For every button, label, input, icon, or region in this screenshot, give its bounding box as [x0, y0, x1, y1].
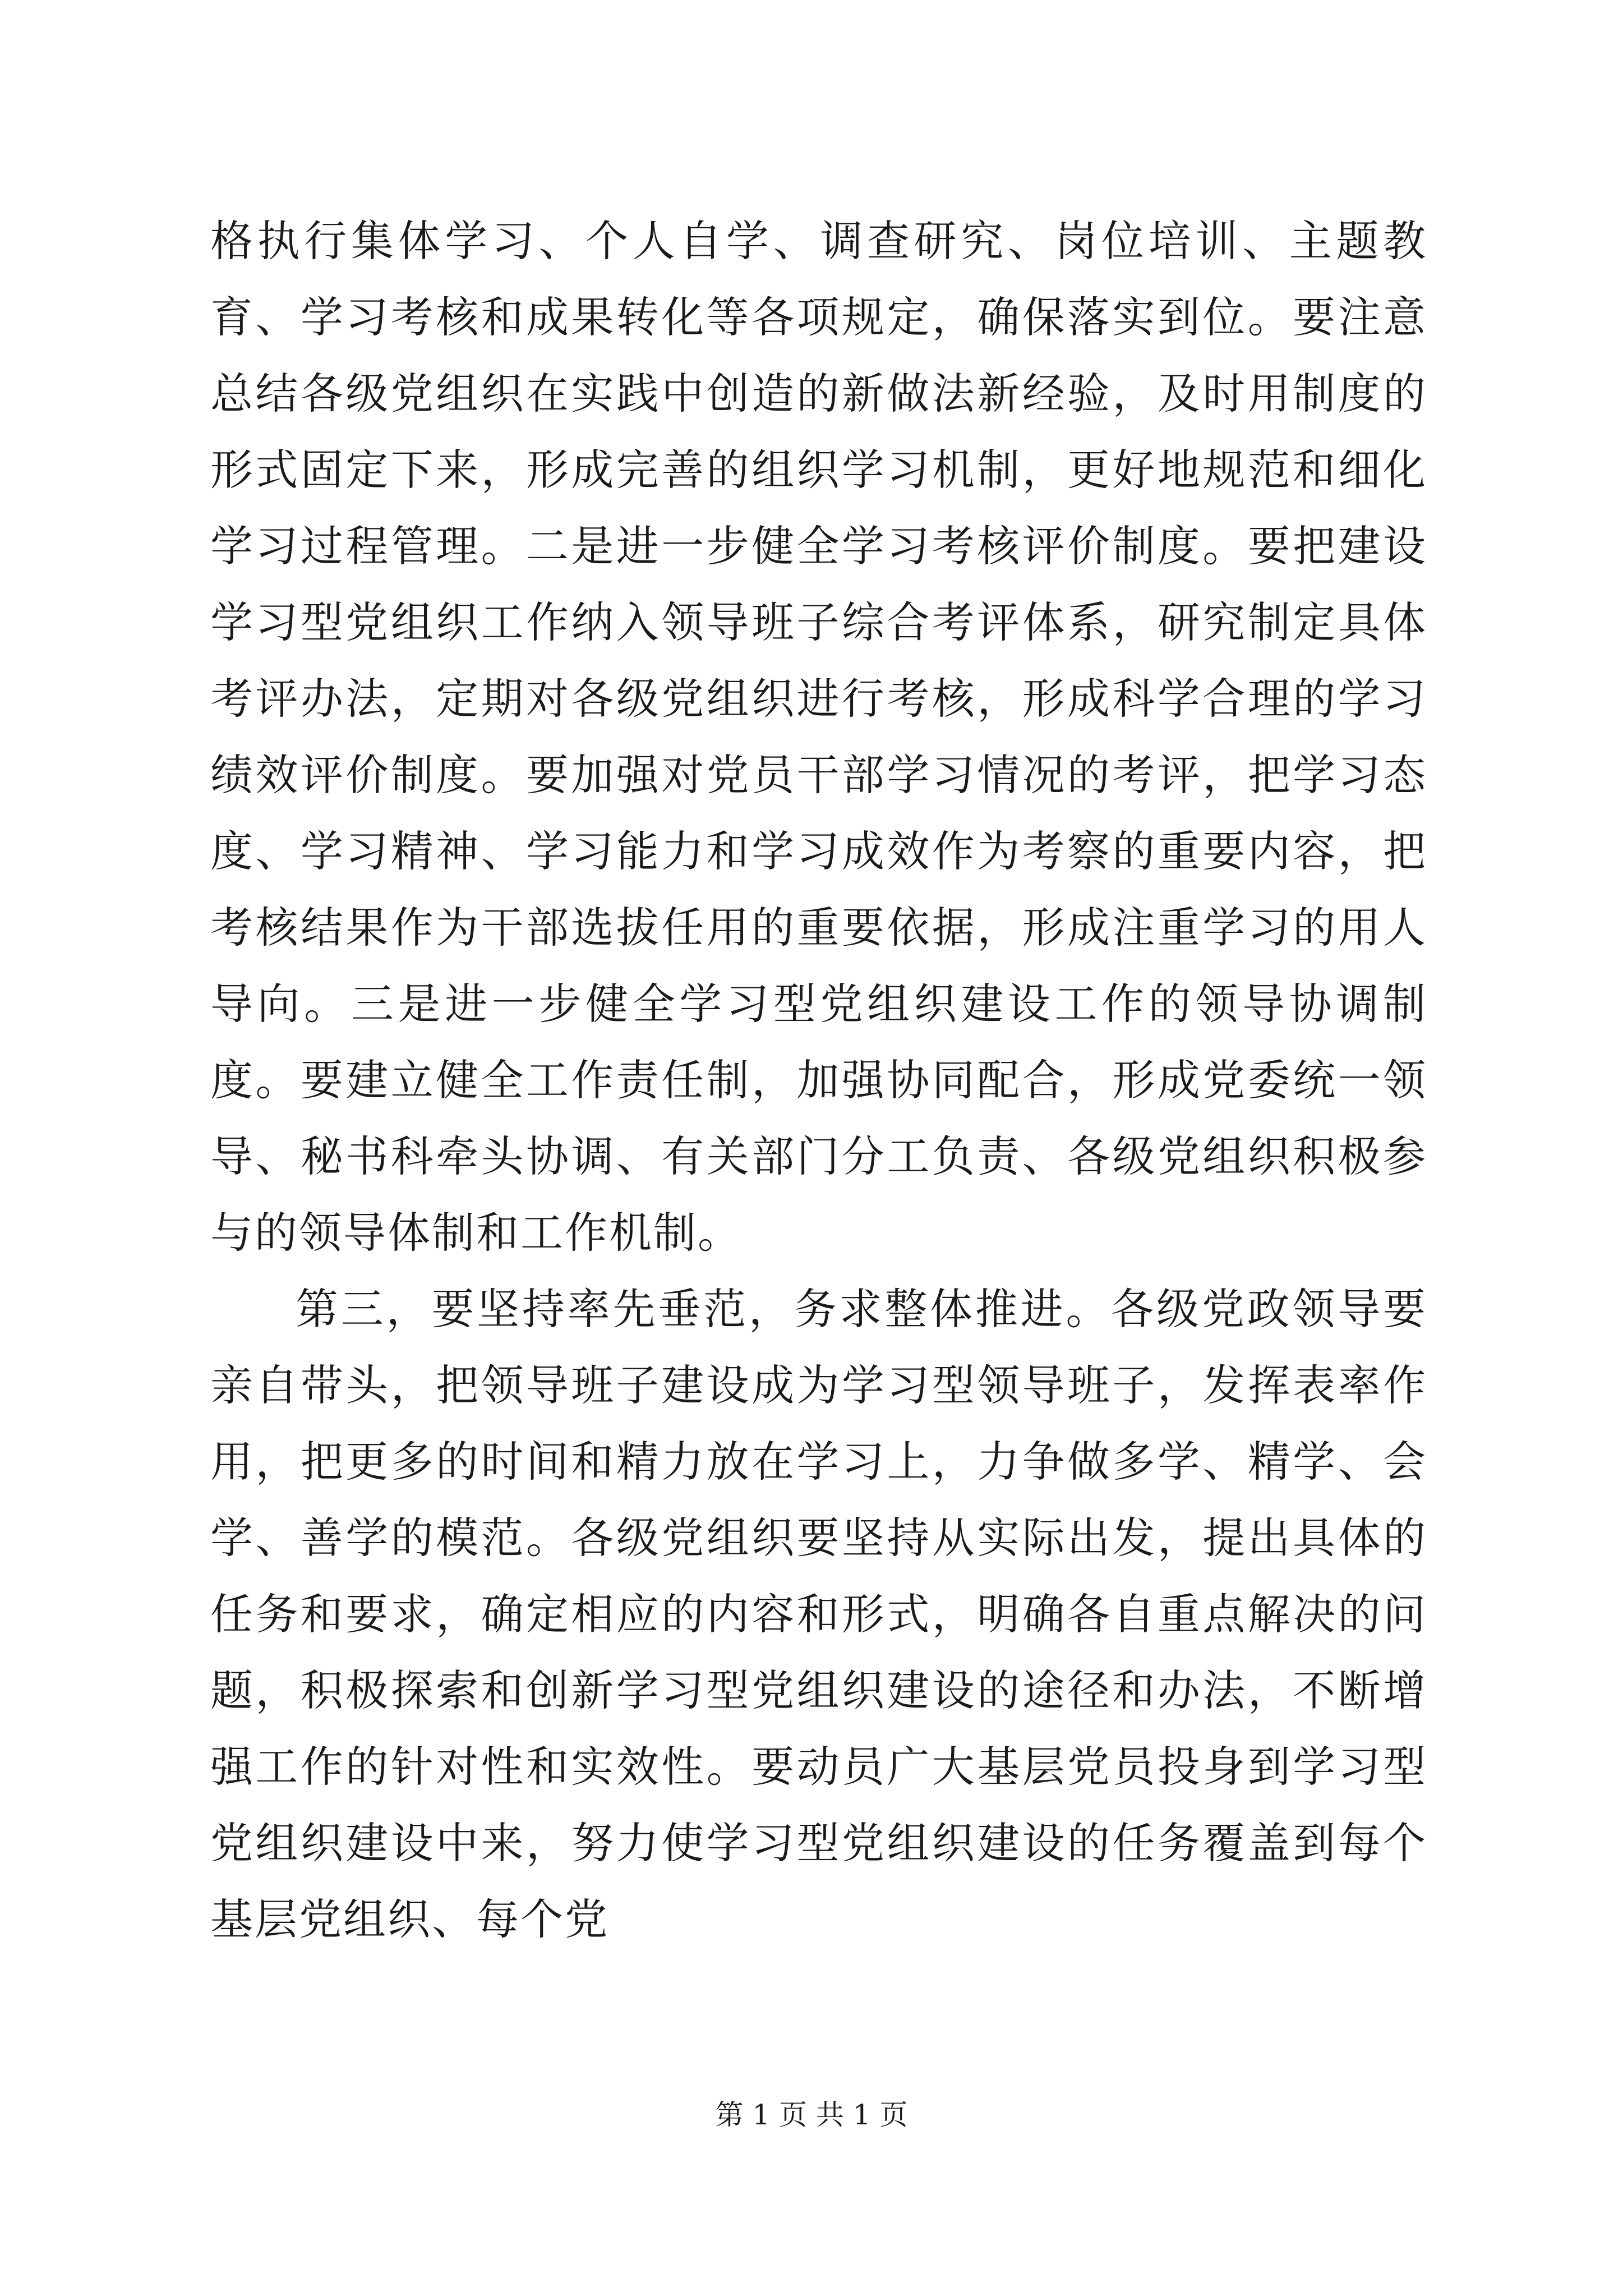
document-body — [210, 203, 1427, 1958]
paragraph-2: 第三，要坚持率先垂范，务求整体推进。各级党政领导要亲自带头，把领导班子建设成为学习型领导班子，发挥表率作用，把更多的时间和精力放在学习上，力争做多学、精学、会学、善学的模范。各级党组织要坚持从实际出发，提出具体的任务和要求，确定相应的内容和形式，明确各自重点解决的问题，积极探索和创新学习型党组织建设的途径和办法，不断增强工作的针对性和实效性。要动员广大基层党员投身到学习型党组织建设中来，努力使学习型党组织建设的任务覆盖到每个基层党组织、每个党 — [210, 1284, 1427, 1944]
paragraph-1: 格执行集体学习、个人自学、调查研究、岗位培训、主题教育、学习考核和成果转化等各项规定，确保落实到位。要注意总结各级党组织在实践中创造的新做法新经验，及时用制度的形式固定下来，形成完善的组织学习机制，更好地规范和细化学习过程管理。二是进一步健全学习考核评价制度。要把建设学习型党组织工作纳入领导班子综合考评体系，研究制定具体考评办法，定期对各级党组织进行考核，形成科学合理的学习绩效评价制度。要加强对党员干部学习情况的考评，把学习态度、学习精神、学习能力和学习成效作为考察的重要内容，把考核结果作为干部选拔任用的重要依据，形成注重学习的用人导向。三是进一步健全学习型党组织建设工作的领导协调制度。要建立健全工作责任制，加强协同配合，形成党委统一领导、秘书科牵头协调、有关部门分工负责、各级党组织积极参与的领导体制和工作机制。 — [210, 216, 1427, 1258]
page-footer: 第 1 页 共 1 页 — [715, 2099, 908, 2131]
